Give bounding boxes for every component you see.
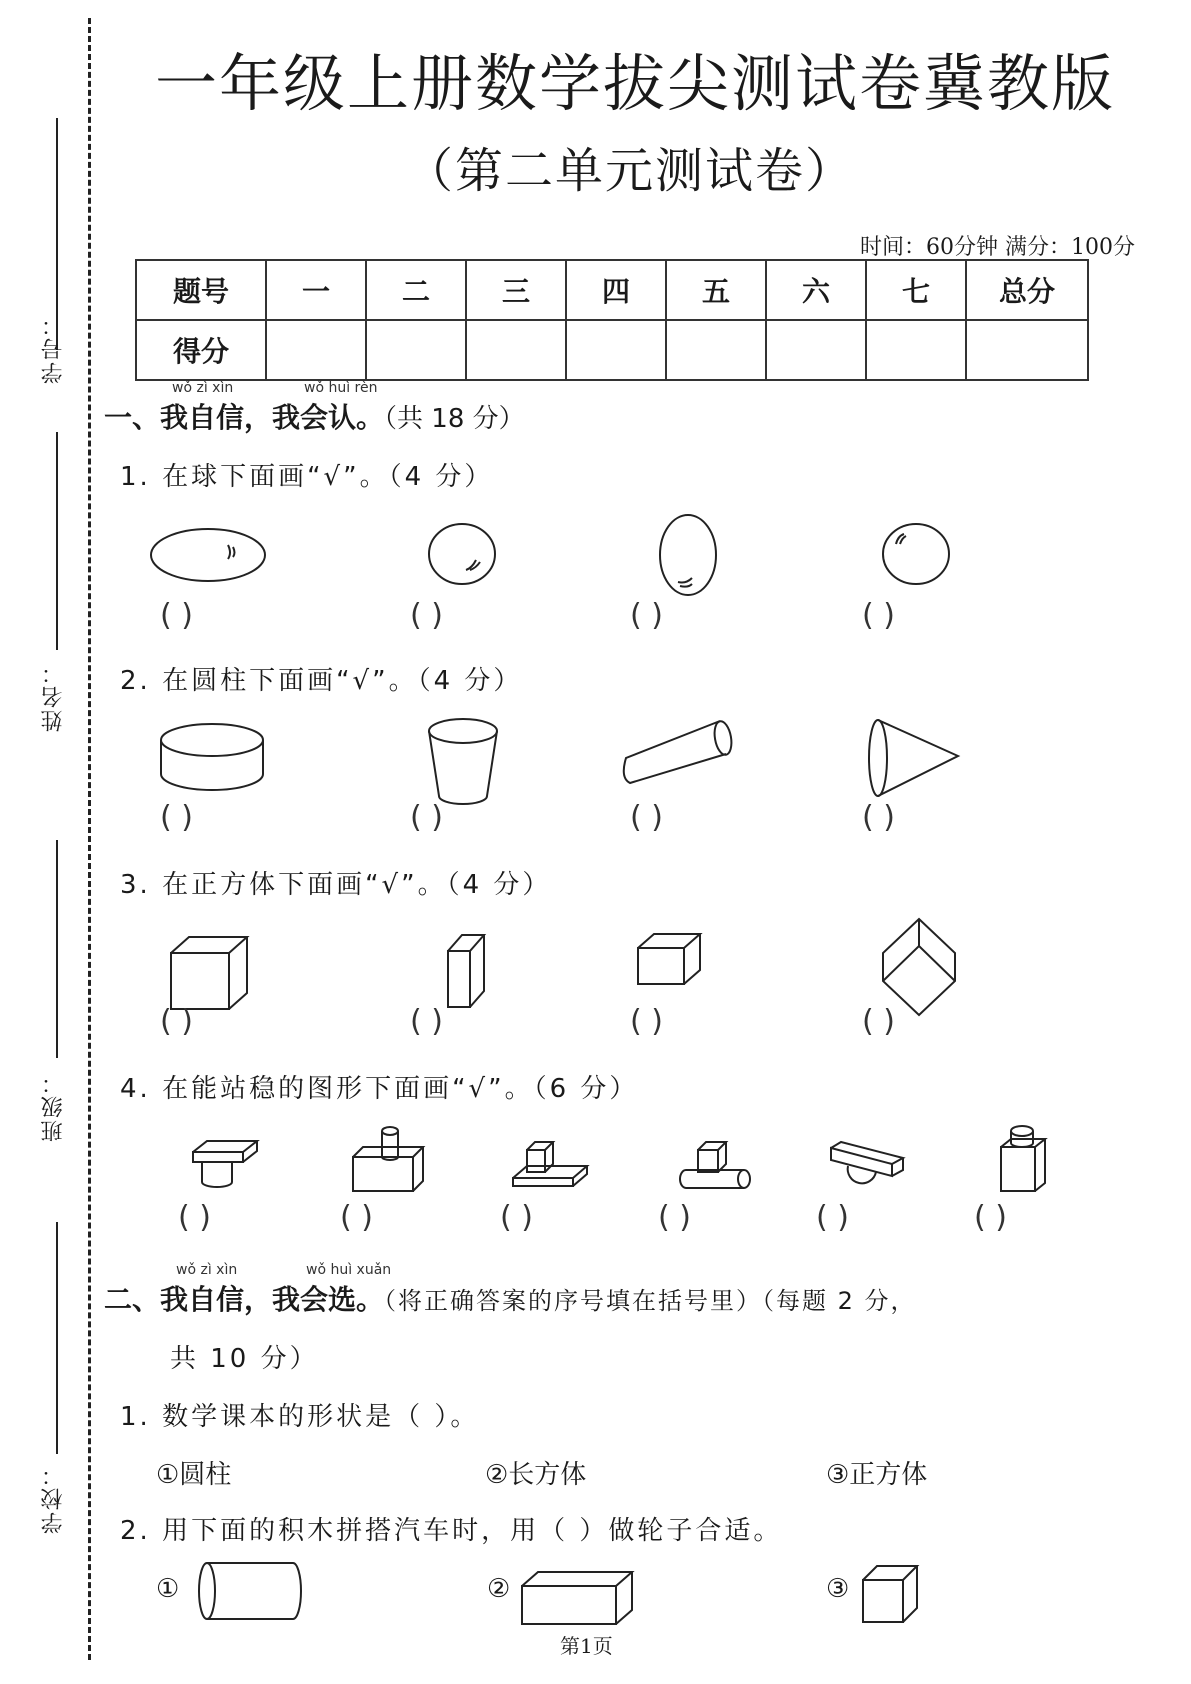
option-2-label[interactable]: ②	[487, 1574, 511, 1604]
tall-box-figure	[447, 933, 507, 1009]
score-table-header-row	[136, 260, 1088, 320]
egg-figure	[658, 510, 722, 600]
section2-number: 二、	[104, 1283, 161, 1316]
header-cell: 总分	[966, 260, 1088, 320]
section2-pinyin-a: wǒ zì xìn	[176, 1262, 238, 1278]
section1-pinyin-b: wǒ huì rèn	[304, 380, 378, 396]
section1-heading	[104, 396, 525, 436]
option-3-label[interactable]: ③	[826, 1574, 850, 1604]
cylinder-on-box-figure	[352, 1125, 432, 1195]
answer-blank[interactable]: ( )	[160, 800, 193, 835]
exam-meta: 时间：60分钟 满分：100分	[860, 235, 1135, 260]
section2-pinyin-b: wǒ huì xuǎn	[306, 1262, 392, 1278]
header-cell: 三	[466, 260, 566, 320]
answer-blank[interactable]: ( )	[630, 598, 663, 633]
section2-title: 我自信，我会选。	[160, 1283, 385, 1316]
class-line[interactable]	[56, 840, 58, 1058]
answer-blank[interactable]: ( )	[974, 1200, 1007, 1235]
wheel-cylinder-figure	[197, 1562, 307, 1622]
score-cell[interactable]	[666, 320, 766, 380]
ball-figure	[882, 520, 954, 592]
cube-on-cylinder-figure	[676, 1140, 756, 1192]
section2-instruction-cont: 共 10 分）	[170, 1344, 319, 1374]
section1-pinyin-a: wǒ zì xìn	[172, 380, 234, 396]
page-number: 第1页	[560, 1634, 613, 1658]
cuboid-figure	[521, 1570, 633, 1626]
answer-blank[interactable]: ( )	[410, 598, 443, 633]
question-2-1: 1. 数学课本的形状是（ ）。	[120, 1402, 480, 1432]
header-cell: 五	[666, 260, 766, 320]
cup-figure	[425, 718, 505, 808]
small-cube-figure	[862, 1564, 932, 1626]
question-2-2: 2. 用下面的积木拼搭汽车时，用（ ）做轮子合适。	[120, 1516, 783, 1546]
cube-figure	[637, 932, 721, 988]
question-1-1: 1. 在球下面画“√”。（4 分）	[120, 462, 494, 492]
option-1-label[interactable]: ①	[156, 1574, 180, 1604]
score-cell[interactable]	[566, 320, 666, 380]
answer-blank[interactable]: ( )	[500, 1200, 533, 1235]
section1-points: （共 18 分）	[384, 404, 525, 434]
section2-heading	[104, 1278, 917, 1318]
binding-dashed-line	[88, 18, 91, 1660]
cone-figure	[868, 718, 968, 800]
section1-number: 一、	[104, 401, 161, 434]
answer-blank[interactable]: ( )	[862, 598, 895, 633]
slab-on-cylinder-figure	[192, 1140, 262, 1190]
header-cell: 七	[866, 260, 966, 320]
score-row-label: 得分	[136, 320, 266, 380]
score-table-score-row	[136, 320, 1088, 380]
answer-blank[interactable]: ( )	[658, 1200, 691, 1235]
section1-title: 我自信，我会认。	[160, 401, 385, 434]
answer-blank[interactable]: ( )	[862, 1004, 895, 1039]
tilted-cylinder-figure	[620, 720, 740, 790]
score-cell[interactable]	[366, 320, 466, 380]
header-cell: 题号	[136, 260, 266, 320]
score-cell[interactable]	[766, 320, 866, 380]
answer-blank[interactable]: ( )	[340, 1200, 373, 1235]
answer-blank[interactable]: ( )	[178, 1200, 211, 1235]
header-cell: 六	[766, 260, 866, 320]
score-cell[interactable]	[266, 320, 366, 380]
section2-instruction: （将正确答案的序号填在括号里）（每题 2 分，	[384, 1287, 917, 1315]
option-3[interactable]: ③正方体	[826, 1460, 928, 1490]
class-label: 班级：	[41, 1070, 66, 1142]
option-1[interactable]: ①圆柱	[156, 1460, 232, 1490]
cube-figure	[170, 935, 250, 1011]
question-1-3: 3. 在正方体下面画“√”。（4 分）	[120, 870, 552, 900]
answer-blank[interactable]: ( )	[160, 1004, 193, 1039]
school-label: 学校：	[41, 1462, 66, 1534]
page-subtitle: （第二单元测试卷）	[404, 143, 855, 199]
score-cell[interactable]	[466, 320, 566, 380]
ellipse-figure	[150, 525, 270, 585]
header-cell: 一	[266, 260, 366, 320]
option-2[interactable]: ②长方体	[485, 1460, 587, 1490]
answer-blank[interactable]: ( )	[630, 800, 663, 835]
bar-on-sphere-figure	[830, 1138, 910, 1198]
student-id-label: 学号：	[41, 312, 66, 384]
answer-blank[interactable]: ( )	[410, 1004, 443, 1039]
score-cell[interactable]	[866, 320, 966, 380]
ball-figure	[428, 520, 500, 592]
name-label: 姓名：	[41, 660, 66, 732]
cylinder-on-box-tall-figure	[1000, 1125, 1060, 1201]
answer-blank[interactable]: ( )	[160, 598, 193, 633]
score-cell[interactable]	[966, 320, 1088, 380]
answer-blank[interactable]: ( )	[630, 1004, 663, 1039]
page-title: 一年级上册数学拔尖测试卷冀教版	[154, 47, 1115, 120]
question-1-4: 4. 在能站稳的图形下面画“√”。（6 分）	[120, 1074, 639, 1104]
score-table	[135, 259, 1089, 381]
answer-blank[interactable]: ( )	[410, 800, 443, 835]
name-line[interactable]	[56, 432, 58, 650]
question-1-2: 2. 在圆柱下面画“√”。（4 分）	[120, 666, 523, 696]
answer-blank[interactable]: ( )	[816, 1200, 849, 1235]
school-line[interactable]	[56, 1222, 58, 1454]
rotated-cube-figure	[882, 918, 956, 1018]
cylinder-figure	[160, 722, 270, 802]
header-cell: 二	[366, 260, 466, 320]
header-cell: 四	[566, 260, 666, 320]
answer-blank[interactable]: ( )	[862, 800, 895, 835]
cube-on-slab-figure	[512, 1140, 590, 1192]
